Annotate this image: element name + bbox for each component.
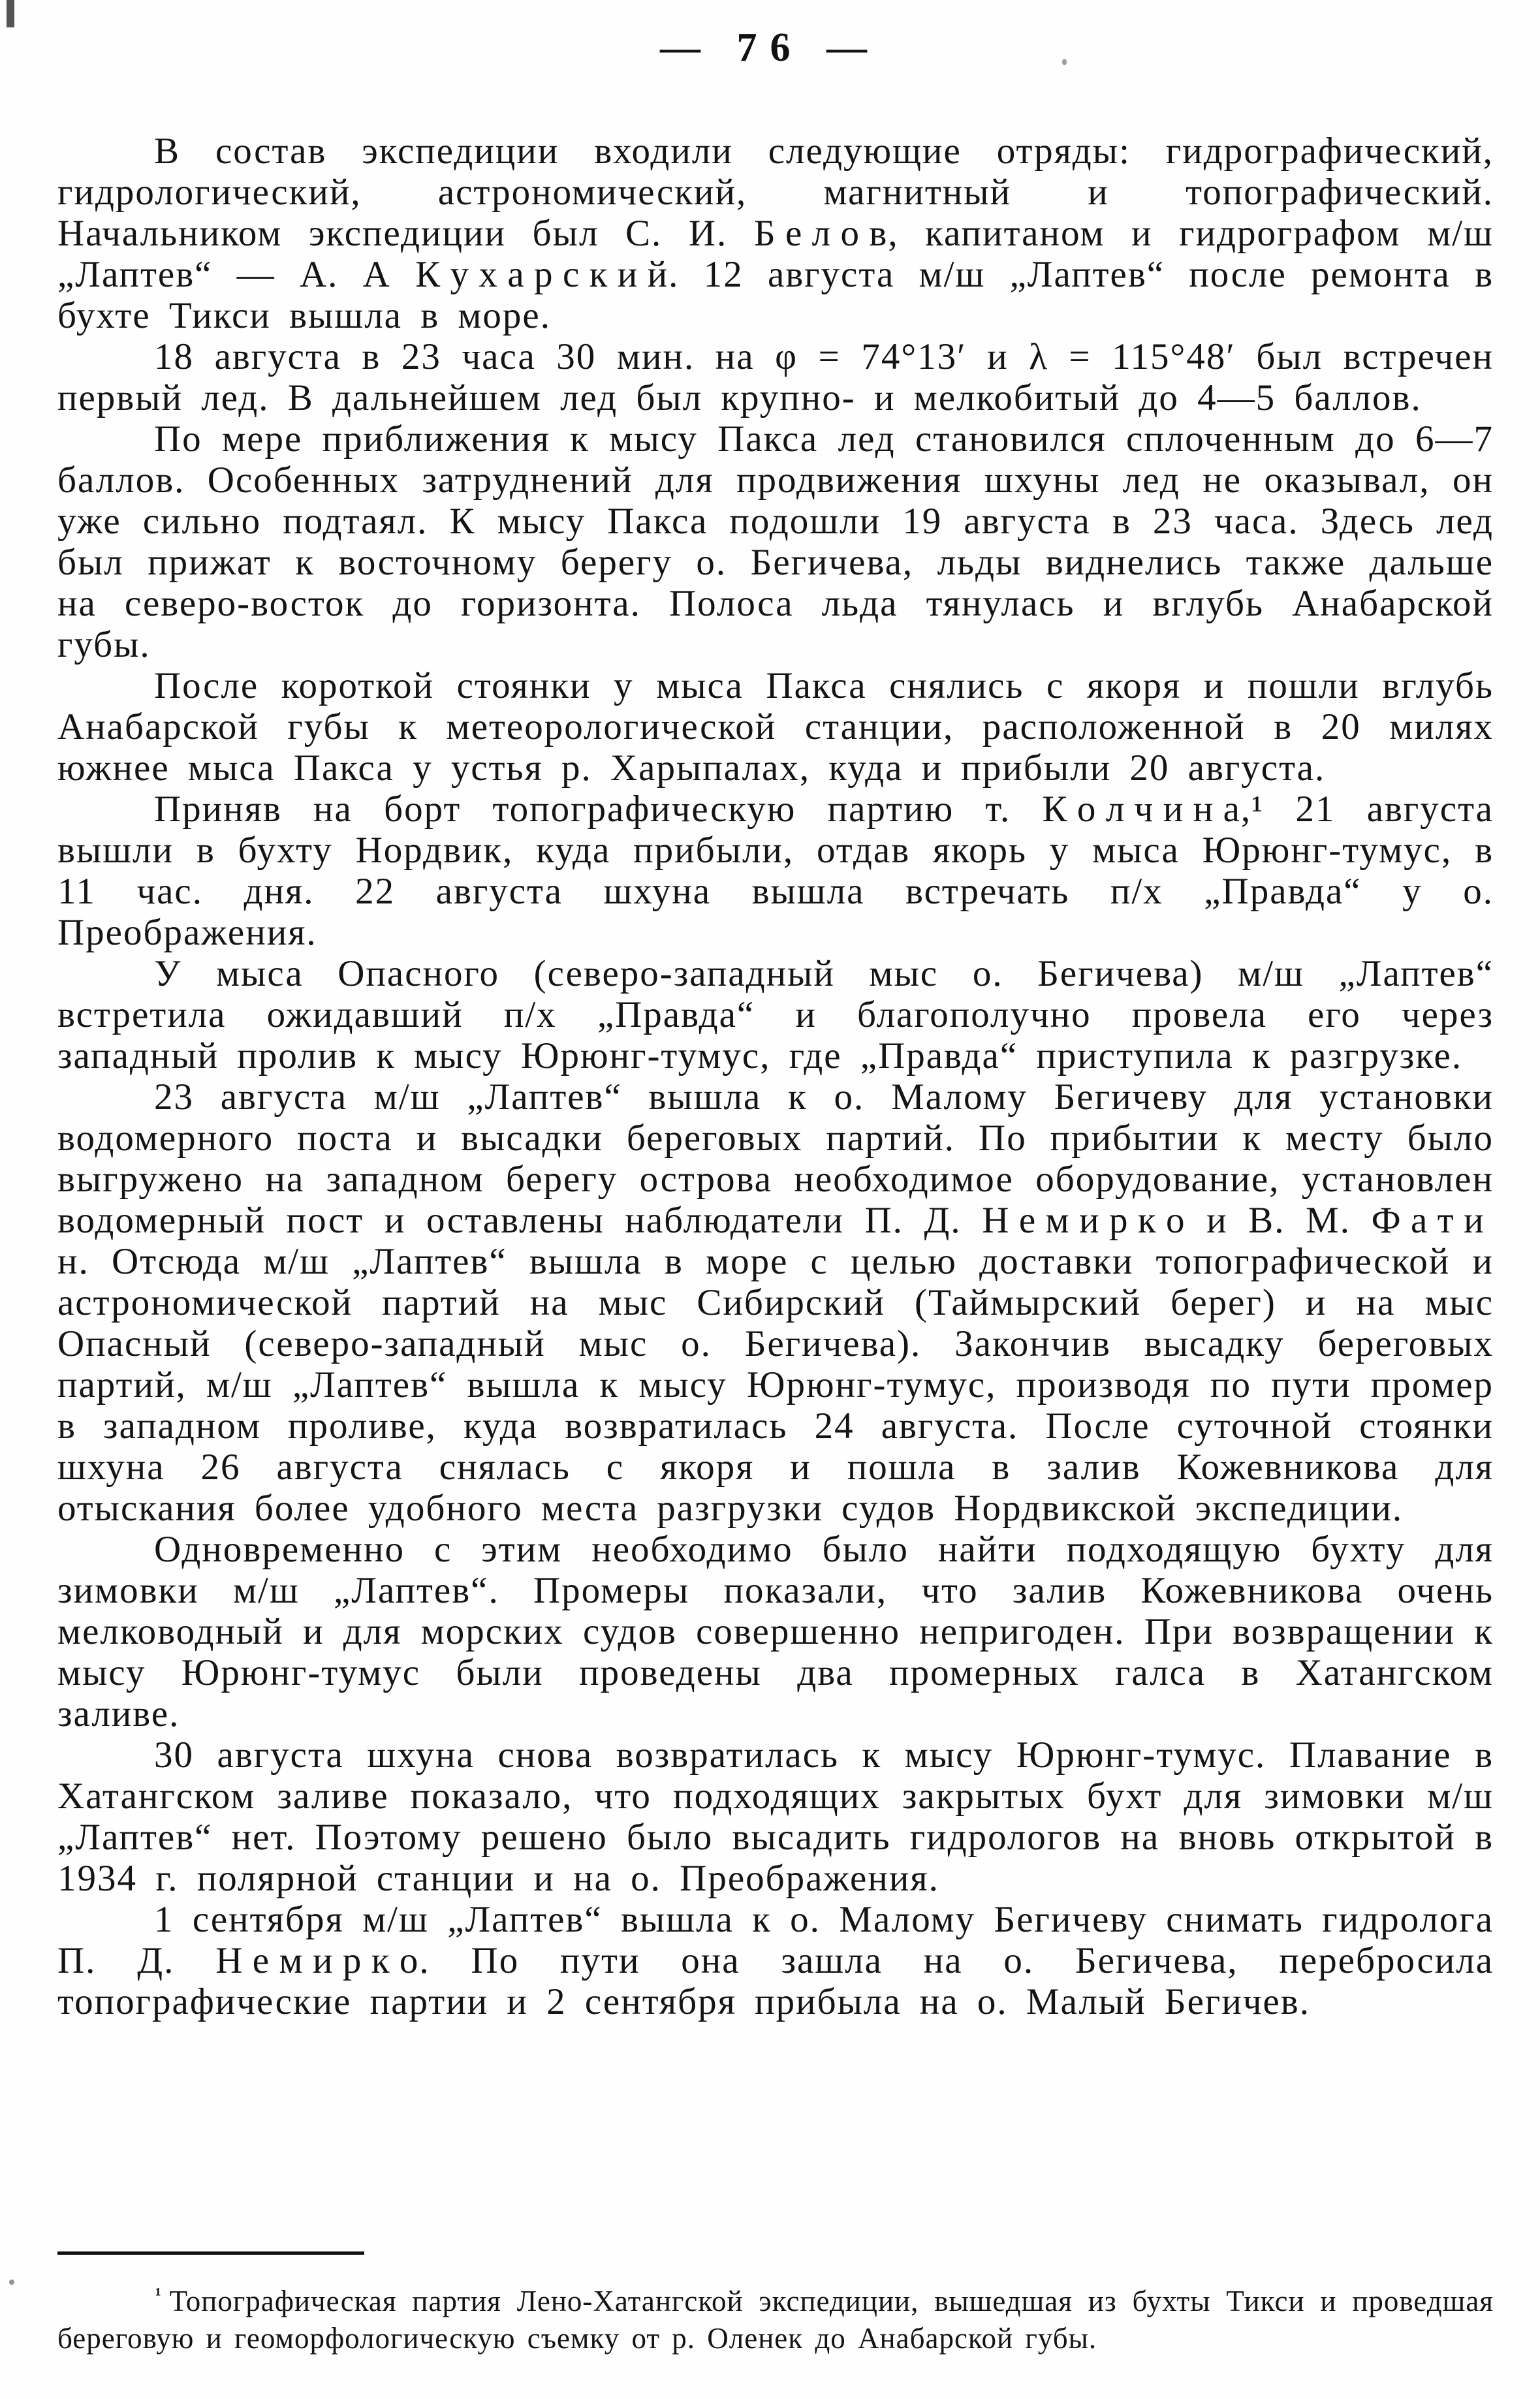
scan-artifact-dot — [1062, 59, 1067, 65]
paragraph-september-voyage: 1 сентября м/ш „Лаптев“ вышла к о. Малому Бегичеву снимать гидролога П. Д. Н е м и р к о. По пути она зашла на о. Бегичева, перебросила топографические партии и 2 сентября прибыла на о. Малый Бегичев. — [57, 1899, 1494, 2022]
footnote-separator-rule — [57, 2251, 364, 2255]
paragraph-maly-begichev: 23 августа м/ш „Лаптев“ вышла к о. Малому Бегичеву для установки водомерного поста и высадки береговых партий. По прибытии к месту было выгружено на западном берегу острова необходимое оборудование, установлен водомерный пост и оставлены наблюдатели П. Д. Н е м и р к о и В. М. Ф а т и н. Отсюда м/ш „Лаптев“ вышла в море с целью доставки топографической и астрономической партий на мыс Сибирский (Таймырский берег) и на мыс Опасный (северо-западный мыс о. Бегичева). Закончив высадку береговых партий, м/ш „Лаптев“ вышла к мысу Юрюнг-тумус, производя по пути промер в западном проливе, куда возвратилась 24 августа. После суточной стоянки шхуна 26 августа снялась с якоря и пошла в залив Кожевникова для отыскания более удобного места разгрузки судов Нордвикской экспедиции. — [57, 1076, 1494, 1529]
paragraph-cape-opasny: У мыса Опасного (северо-западный мыс о. Бегичева) м/ш „Лаптев“ встретила ожидавший п/х „Правда“ и благополучно провела его через западный пролив к мысу Юрюнг-тумус, где „Правда“ приступила к разгрузке. — [57, 953, 1494, 1076]
paragraph-expedition-units: В состав экспедиции входили следующие отряды: гидрографический, гидрологический, астрономический, магнитный и топографический. Начальником экспедиции был С. И. Б е л о в, капитаном и гидрографом м/ш „Лаптев“ — А. А К у х а р с к и й. 12 августа м/ш „Лаптев“ после ремонта в бухте Тикси вышла в море. — [57, 131, 1494, 336]
paragraph-wintering-search: Одновременно с этим необходимо было найти подходящую бухту для зимовки м/ш „Лаптев“. Промеры показали, что залив Кожевникова очень мелководный и для морских судов совершенно непригоден. При возвращении к мысу Юрюнг-тумус были проведены два промерных галса в Хатангском заливе. — [57, 1529, 1494, 1734]
page-number: — 76 — — [660, 25, 880, 70]
scan-artifact-dot — [9, 2280, 14, 2285]
scan-artifact-edge-mark — [7, 0, 14, 27]
paragraph-return-yuryung: 30 августа шхуна снова возвратилась к мысу Юрюнг-тумус. Плавание в Хатангском заливе показало, что подходящих закрытых бухт для зимовки м/ш „Лаптев“ нет. Поэтому решено было высадить гидрологов на вновь открытой в 1934 г. полярной станции и на о. Преображения. — [57, 1734, 1494, 1899]
paragraph-anabar-bay: После короткой стоянки у мыса Пакса снялись с якоря и пошли вглубь Анабарской губы к метеорологической станции, расположенной в 20 милях южнее мыса Пакса у устья р. Харыпалах, куда и прибыли 20 августа. — [57, 665, 1494, 789]
paragraph-nordvik-bay: Приняв на борт топографическую партию т. К о л ч и н а,¹ 21 августа вышли в бухту Нордвик, куда прибыли, отдав якорь у мыса Юрюнг-тумус, в 11 час. дня. 22 августа шхуна вышла встречать п/х „Правда“ у о. Преображения. — [57, 789, 1494, 953]
paragraph-first-ice: 18 августа в 23 часа 30 мин. на φ = 74°13′ и λ = 115°48′ был встречен первый лед. В дальнейшем лед был крупно- и мелкобитый до 4—5 баллов. — [57, 336, 1494, 418]
footnote-marker: ¹ — [155, 2284, 162, 2305]
paragraph-cape-paksa-ice: По мере приближения к мысу Пакса лед становился сплоченным до 6—7 баллов. Особенных затруднений для продвижения шхуны лед не оказывал, он уже сильно подтаял. К мысу Пакса подошли 19 августа в 23 часа. Здесь лед был прижат к восточному берегу о. Бегичева, льды виднелись также дальше на северо-восток до горизонта. Полоса льда тянулась и вглубь Анабарской губы. — [57, 418, 1494, 665]
footnote — [57, 2276, 1494, 2357]
article-body — [57, 131, 1494, 2022]
footnote-text: Топографическая партия Лено-Хатангской экспедиции, вышедшая из бухты Тикси и проведшая береговую и геоморфологическую съемку от р. Оленек до Анабарской губы. — [57, 2285, 1494, 2355]
